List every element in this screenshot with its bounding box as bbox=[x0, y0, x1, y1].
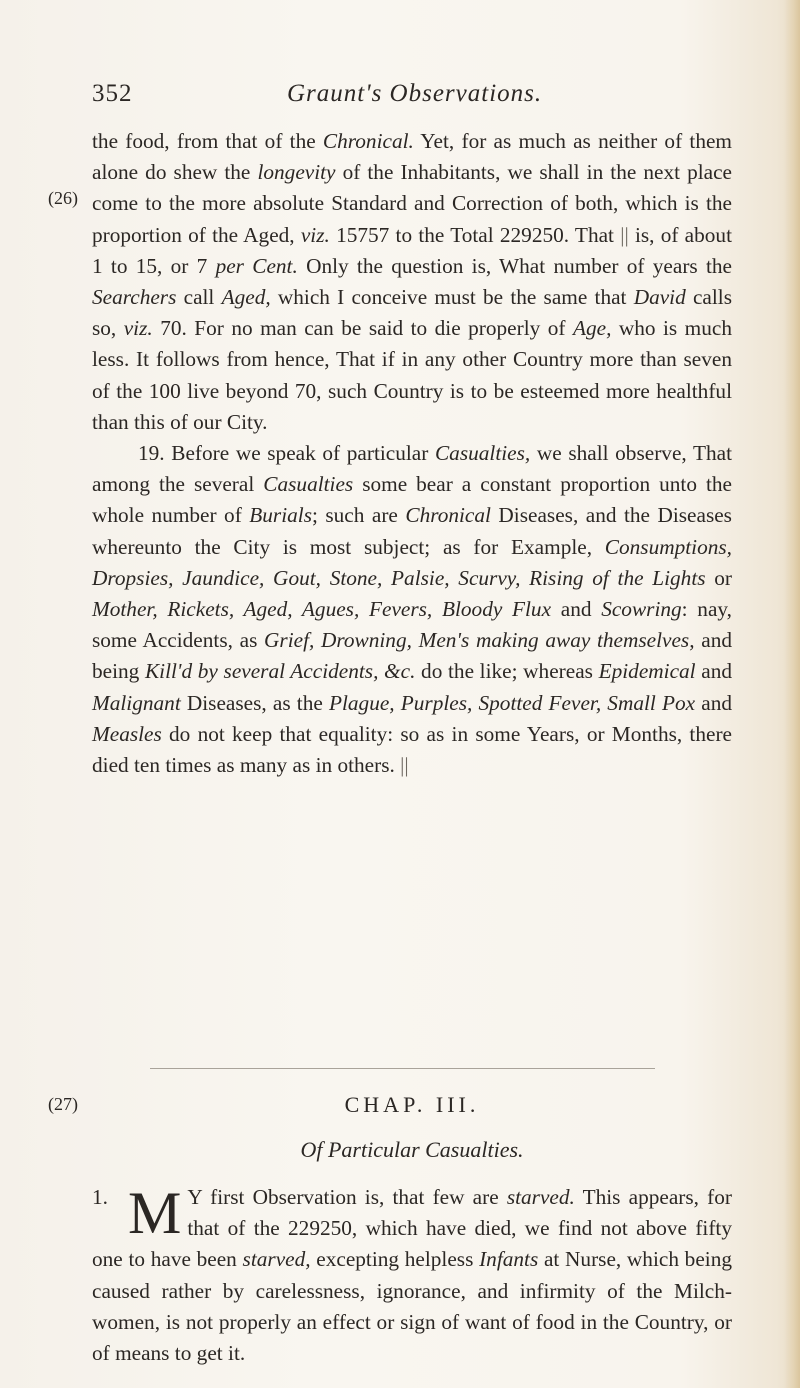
italic-run: Infants bbox=[479, 1247, 539, 1272]
section-divider bbox=[150, 1068, 655, 1069]
page-number: 352 bbox=[92, 80, 133, 107]
text-run: This appears, for that of the 229250, which have died, we find not above fifty one to have been bbox=[92, 1185, 732, 1272]
chapter-subtitle: Of Particular Casualties. bbox=[300, 1137, 524, 1162]
page-edge-stain bbox=[784, 0, 800, 1388]
italic-run: per Cent. bbox=[215, 253, 298, 278]
paragraph-number: 19. bbox=[138, 441, 165, 466]
margin-note-27: (27) bbox=[48, 1094, 78, 1114]
italic-run: Epidemical bbox=[598, 659, 696, 684]
text-run: at Nurse, which being caused rather by carelessness, ignorance, and infirmity of the Milch-women, is not properly an effect or sign of want of food in the Country, or of means to get it. bbox=[92, 1247, 732, 1366]
page-header bbox=[92, 80, 732, 116]
italic-run: Casualties bbox=[263, 472, 354, 497]
italic-run: Scowring bbox=[601, 597, 682, 622]
chapter-heading: CHAP. III. bbox=[344, 1092, 480, 1117]
paragraph-number: 1. bbox=[92, 1185, 108, 1209]
italic-run: Mother, Rickets, Aged, Agues, Fevers, Bloody Flux bbox=[92, 597, 552, 622]
text-run: Yet, for as much as neither of them alone do shew the bbox=[92, 129, 732, 185]
italic-run: starved. bbox=[506, 1185, 575, 1209]
italic-run: Kill'd by several Accidents, &c. bbox=[144, 659, 416, 684]
text-run: who is much less. It follows from hence, That if in any other Country more than seven of the 100 live beyond 70, such Country is to be esteemed more healthful than this of our City. bbox=[92, 316, 732, 434]
italic-run: Measles bbox=[92, 721, 162, 746]
italic-run: Grief, Drowning, Men's making away themselves, bbox=[264, 628, 695, 653]
text-run: Diseases, and the Diseases whereunto the City is most subject; as for Example, bbox=[92, 503, 732, 559]
italic-run: Casualties, bbox=[434, 441, 531, 466]
text-run: ; such are bbox=[311, 503, 406, 528]
italic-run: Chronical bbox=[405, 503, 491, 528]
text-run: some bear a constant proportion unto the whole number of bbox=[92, 472, 732, 528]
italic-run: starved, bbox=[242, 1247, 311, 1272]
section-mark: || bbox=[620, 222, 629, 247]
text-run: or bbox=[705, 565, 732, 590]
section-mark: || bbox=[400, 753, 409, 778]
paragraph-1 bbox=[92, 1182, 732, 1369]
text-run: Only the question is, What number of years the bbox=[297, 253, 732, 278]
text-run: is, of about 1 to 15, or 7 bbox=[92, 222, 733, 278]
text-run: and being bbox=[92, 628, 732, 684]
italic-run: David bbox=[633, 285, 686, 310]
text-run: do not keep that equality: so as in some Years, or Months, there died ten times as many as in others. bbox=[92, 721, 732, 778]
italic-run: Searchers bbox=[92, 285, 177, 310]
text-run: and bbox=[695, 690, 732, 715]
text-run: : nay, some Accidents, as bbox=[92, 597, 732, 653]
text-run: Y first Observation is, that few are bbox=[187, 1185, 507, 1209]
text-run: Before we speak of particular bbox=[164, 441, 435, 466]
text-run: Diseases, as the bbox=[180, 690, 329, 715]
text-run: 15757 to the Total 229250. That bbox=[329, 222, 621, 247]
text-run: call bbox=[176, 285, 222, 310]
text-run: and bbox=[695, 659, 732, 684]
text-run: the food, from that of the bbox=[92, 129, 323, 153]
running-title: Graunt's Observations. bbox=[287, 80, 543, 107]
italic-run: Age, bbox=[572, 316, 612, 341]
paragraph-19 bbox=[92, 438, 732, 781]
text-run: which I conceive must be the same that bbox=[270, 285, 634, 310]
italic-run: Chronical. bbox=[322, 129, 414, 153]
italic-run: Consumptions, Dropsies, Jaundice, Gout, Stone, Palsie, Scurvy, Rising of the Lights bbox=[92, 534, 732, 590]
text-run: and bbox=[551, 597, 602, 622]
text-run: 70. For no man can be said to die properly of bbox=[152, 316, 573, 341]
text-run: excepting helpless bbox=[310, 1247, 480, 1272]
text-run: calls so, bbox=[92, 285, 732, 341]
italic-run: Plague, Purples, Spotted Fever, Small Pox bbox=[328, 690, 696, 715]
italic-run: Burials bbox=[249, 503, 312, 528]
italic-run: Malignant bbox=[92, 690, 181, 715]
drop-cap: M bbox=[128, 1180, 182, 1246]
paragraph-18 bbox=[92, 126, 732, 781]
italic-run: longevity bbox=[257, 160, 336, 185]
text-run: of the Inhabitants, we shall in the next place come to the more absolute Standard and Correction of both, which is the proportion of the Aged, bbox=[92, 160, 733, 247]
margin-note-26: (26) bbox=[48, 188, 78, 208]
italic-run: viz. bbox=[123, 316, 153, 341]
italic-run: Aged, bbox=[221, 285, 271, 310]
italic-run: viz. bbox=[300, 222, 330, 247]
text-run: we shall observe, That among the several bbox=[92, 441, 732, 497]
text-run: do the like; whereas bbox=[415, 659, 599, 684]
